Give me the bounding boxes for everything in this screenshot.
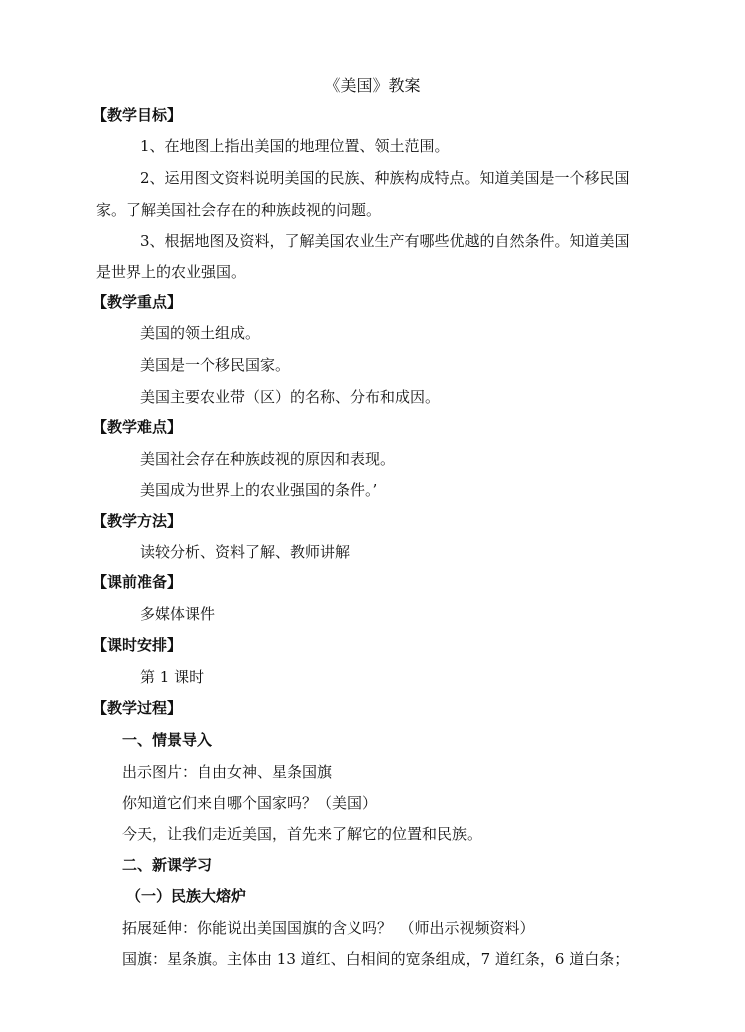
process-line: 拓展延伸：你能说出美国国旗的含义吗？ （师出示视频资料）	[122, 919, 535, 937]
key-point-item: 美国的领土组成。	[140, 324, 261, 342]
process-line: 国旗：星条旗。主体由 13 道红、白相间的宽条组成，7 道红条，6 道白条；	[122, 950, 630, 968]
objective-2-line-2: 家。了解美国社会存在的种族歧视的问题。	[96, 201, 382, 219]
section-heading-process: 【教学过程】	[92, 699, 183, 717]
objective-2-line-1: 2、运用图文资料说明美国的民族、种族构成特点。知道美国是一个移民国	[140, 169, 630, 187]
schedule-text: 第 1 课时	[140, 668, 205, 686]
key-point-item: 美国主要农业带（区）的名称、分布和成因。	[140, 388, 441, 406]
process-step-1-title: 一、情景导入	[122, 731, 213, 749]
difficulty-item: 美国成为世界上的农业强国的条件。’	[140, 481, 378, 499]
process-line: 今天，让我们走近美国，首先来了解它的位置和民族。	[122, 825, 483, 843]
objective-3-line-2: 是世界上的农业强国。	[96, 263, 247, 281]
preparation-text: 多媒体课件	[140, 605, 216, 623]
section-heading-key-points: 【教学重点】	[92, 293, 183, 311]
objective-1: 1、在地图上指出美国的地理位置、领土范围。	[140, 137, 450, 155]
document-title: 《美国》教案	[324, 76, 421, 95]
section-heading-methods: 【教学方法】	[92, 512, 183, 530]
difficulty-item: 美国社会存在种族歧视的原因和表现。	[140, 450, 396, 468]
key-point-item: 美国是一个移民国家。	[140, 356, 291, 374]
process-line: 出示图片：自由女神、星条国旗	[122, 763, 333, 781]
section-heading-objectives: 【教学目标】	[92, 106, 183, 124]
section-heading-preparation: 【课前准备】	[92, 573, 183, 591]
process-step-2-subtitle: （一）民族大熔炉	[126, 887, 247, 905]
process-line: 你知道它们来自哪个国家吗？（美国）	[122, 794, 378, 812]
process-step-2-title: 二、新课学习	[122, 856, 213, 874]
section-heading-difficulties: 【教学难点】	[92, 418, 183, 436]
objective-3-line-1: 3、根据地图及资料，了解美国农业生产有哪些优越的自然条件。知道美国	[140, 232, 630, 250]
methods-text: 读较分析、资料了解、教师讲解	[140, 543, 351, 561]
section-heading-schedule: 【课时安排】	[92, 636, 183, 654]
